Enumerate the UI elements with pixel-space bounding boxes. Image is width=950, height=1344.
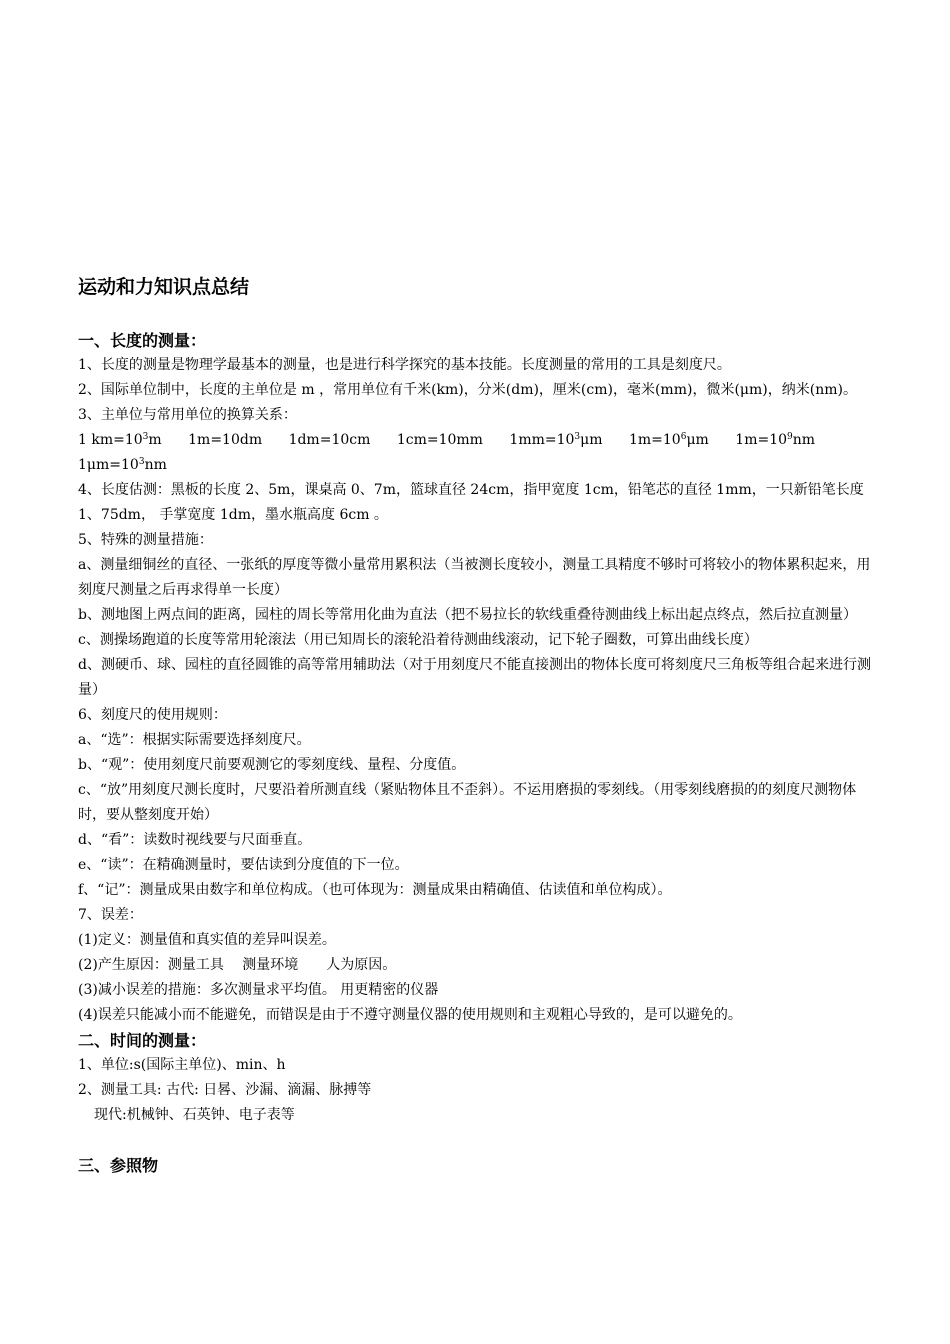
paragraph-6: 6、刻度尺的使用规则： — [78, 707, 227, 723]
document-title: 运动和力知识点总结 — [78, 276, 250, 298]
rule-d: d、“看”：读数时视线要与尺面垂直。 — [78, 832, 312, 848]
paragraph-4: 4、长度估测：黑板的长度 2、5m，课桌高 0、7m，篮球直径 24cm，指甲宽度 1cm，铅笔芯的直径 1mm，一只新铅笔长度 1、75dm， 手掌宽度 1dm，墨水瓶高度 6cm 。 — [78, 482, 864, 523]
unit-conversion-row — [78, 428, 878, 478]
time-tools: 2、测量工具: 古代: 日晷、沙漏、滴漏、脉搏等 — [78, 1082, 372, 1098]
rule-f: f、“记”：测量成果由数字和单位构成。（也可体现为：测量成果由精确值、估读值和单位构成）。 — [78, 882, 672, 898]
spacer — [78, 306, 878, 328]
error-definition: (1)定义：测量值和真实值的差异叫误差。 — [78, 932, 336, 948]
error-note: (4)误差只能减小而不能避免，而错误是由于不遵守测量仪器的使用规则和主观粗心导致的，是可以避免的。 — [78, 1007, 742, 1023]
method-a: a、测量细铜丝的直径、一张纸的厚度等微小量常用累积法（当被测长度较小，测量工具精度不够时可将较小的物体累积起来，用刻度尺测量之后再求得单一长度） — [78, 557, 871, 598]
method-b: b、测地图上两点间的距离，园柱的周长等常用化曲为直法（把不易拉长的软线重叠待测曲线上标出起点终点，然后拉直测量） — [78, 607, 857, 623]
rule-b: b、“观”：使用刻度尺前要观测它的零刻度线、量程、分度值。 — [78, 757, 466, 773]
paragraph-3: 3、主单位与常用单位的换算关系： — [78, 407, 297, 423]
section-heading-length: 一、长度的测量： — [78, 331, 207, 350]
paragraph-1: 1、长度的测量是物理学最基本的测量，也是进行科学探究的基本技能。长度测量的常用的工具是刻度尺。 — [78, 357, 731, 373]
unit-conversion-m-nm: $1m=10^9nm$ — [735, 432, 816, 448]
spacer — [78, 1128, 878, 1153]
section-heading-reference: 三、参照物 — [78, 1156, 159, 1175]
method-d: d、测硬币、球、园柱的直径圆锥的高等常用辅助法（对于用刻度尺不能直接测出的物体长度可将刻度尺三角板等组合起来进行测量） — [78, 657, 871, 698]
error-reduction: (3)减小误差的措施：多次测量求平均值。 用更精密的仪器 — [78, 982, 439, 998]
paragraph-2: 2、国际单位制中，长度的主单位是 m ，常用单位有千米(km)，分米(dm)，厘米(cm)，毫米(mm)，微米(μm)，纳米(nm)。 — [78, 382, 857, 398]
unit-conversion-mm-um: $1mm=10^3\mu m$ — [509, 432, 603, 448]
section-heading-time: 二、时间的测量： — [78, 1031, 207, 1050]
unit-conversion-mm: 1cm=10mm — [396, 432, 483, 448]
unit-conversion-m-um: $1m=10^6\mu m$ — [628, 432, 709, 448]
time-units: 1、单位:s(国际主单位)、min、h — [78, 1057, 286, 1073]
error-causes: (2)产生原因：测量工具 测量环境 人为原因。 — [78, 957, 397, 973]
rule-a: a、“选”：根据实际需要选择刻度尺。 — [78, 732, 311, 748]
unit-conversion-cm: 1dm=10cm — [288, 432, 371, 448]
rule-c: c、“放”用刻度尺测长度时，尺要沿着所测直线（紧贴物体且不歪斜）。不运用磨损的零刻线。（用零刻线磨损的的刻度尺测物体时，要从整刻度开始） — [78, 782, 857, 823]
rule-e: e、“读”：在精确测量时，要估读到分度值的下一位。 — [78, 857, 409, 873]
unit-conversion-dm: 1m=10dm — [188, 432, 263, 448]
time-tools-modern: 现代:机械钟、石英钟、电子表等 — [94, 1107, 295, 1123]
method-c: c、测操场跑道的长度等常用轮滚法（用已知周长的滚轮沿着待测曲线滚动，记下轮子圈数，可算出曲线长度） — [78, 632, 758, 648]
unit-conversion-um-nm: $1\mu m=10^3nm$ — [78, 457, 167, 473]
document-content — [78, 268, 878, 1178]
paragraph-7: 7、误差： — [78, 907, 143, 923]
unit-conversion-km: 1 $km=10^3m$ — [78, 432, 162, 448]
paragraph-5: 5、特殊的测量措施： — [78, 532, 213, 548]
